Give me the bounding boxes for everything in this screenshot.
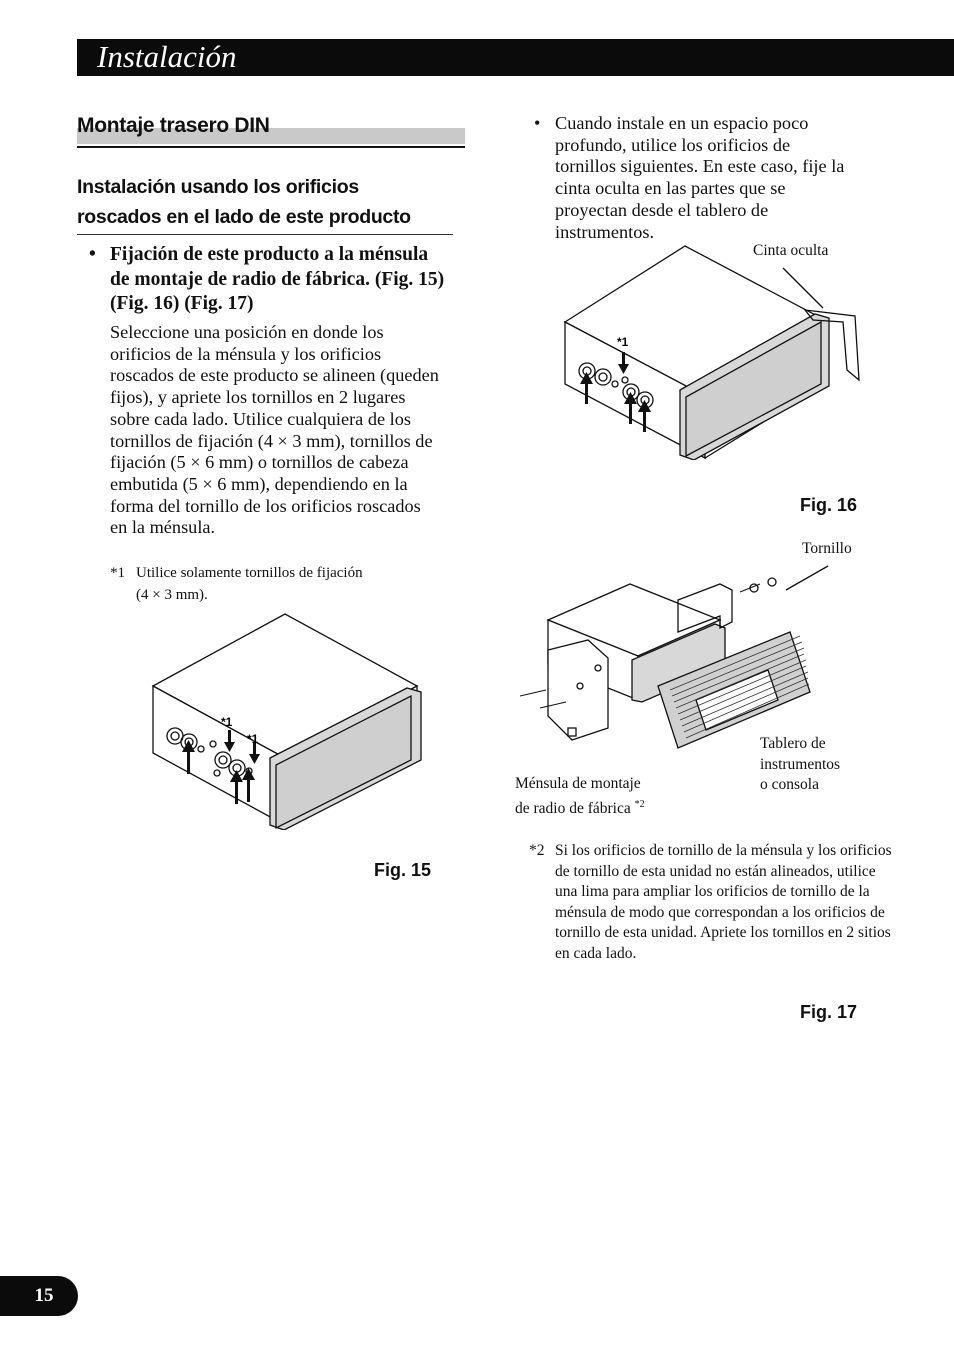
bullet-heading (89, 243, 449, 317)
fig15-mark-1: *1 (221, 715, 233, 729)
fig17-callout-dashboard-line1: Tablero de (760, 735, 826, 752)
fig17-callout-dashboard-line2: instrumentos (760, 755, 841, 773)
fig17-callout-bracket-sup: *2 (634, 798, 645, 810)
page-number-tab (0, 1276, 78, 1316)
fig16-label: Fig. 16 (800, 495, 858, 515)
fig17-callout-dashboard (760, 734, 840, 796)
footnote-1-line1: Utilice solamente tornillos de fijación (136, 565, 363, 581)
fig17-callout-bracket-line1: Ménsula de montaje (515, 775, 641, 792)
body-paragraph: Seleccione una posición en donde los orificios de la ménsula y los orificios roscados de este producto se alineen (queden fijos), y apriete los tornillos en 2 lugares sobre cada lado. Utilice cualquiera de los tornillos de fijación (4 × 3 mm), tornillos de fijación (5 × 6 mm) o tornillos de cabeza embutida (5 × 6 mm), dependiendo en la forma del tornillo de los orificios roscados en la ménsula. (110, 322, 439, 538)
bullet-dot: • (89, 244, 96, 265)
footnote-2-text: Si los orificios de tornillo de la ménsula y los orificios de tornillo de esta unidad no están alineados, utilice una lima para ampliar los orificios de tornillo de la ménsula de modo que correspondan a los orificios de tornillo de esta unidad. Apriete los tornillos en 2 sitios en cada lado. (555, 842, 892, 962)
footnote-1 (110, 562, 430, 606)
fig17-label: Fig. 17 (800, 1002, 858, 1022)
bullet-heading-text: Fijación de este producto a la ménsula de montaje de radio de fábrica. (Fig. 15) (Fig. 16) (Fig. 17) (110, 244, 445, 314)
fig17-callout-bracket-line2: de radio de fábrica (515, 799, 631, 817)
fig16-mark: *1 (617, 335, 629, 349)
fig16-callout-cinta: Cinta oculta (753, 242, 829, 259)
fig17-callout-dashboard-line3: o consola (760, 776, 819, 793)
fig17-callout-bracket (515, 774, 645, 819)
right-bullet-text: Cuando instale en un espacio poco profundo, utilice los orificios de tornillos siguientes. En este caso, fije la cinta oculta en las partes que se proyectan desde el tablero de instrumentos. (555, 113, 845, 242)
section-title (77, 114, 465, 148)
header-bar (77, 39, 954, 76)
footnote-2-label: *2 (529, 842, 545, 859)
footnote-1-line2: (4 × 3 mm). (136, 587, 208, 603)
footnote-1-label: *1 (110, 565, 125, 581)
fig17-callout-screw: Tornillo (802, 540, 852, 557)
fig16-illustration (555, 240, 875, 460)
subsection-title (77, 172, 453, 235)
bullet-dot: • (534, 113, 541, 133)
page-number: 15 (34, 1285, 54, 1306)
section-title-text: Montaje trasero DIN (77, 114, 270, 137)
subsection-title-line2: roscados en el lado de este producto (77, 206, 411, 228)
right-bullet (534, 113, 854, 243)
footnote-2 (529, 841, 894, 964)
fig15-illustration (145, 610, 435, 830)
page-title: Instalación (97, 39, 237, 74)
subsection-title-line1: Instalación usando los orificios (77, 176, 359, 198)
fig15-mark-2: *1 (247, 732, 259, 746)
fig15-label: Fig. 15 (374, 860, 432, 880)
